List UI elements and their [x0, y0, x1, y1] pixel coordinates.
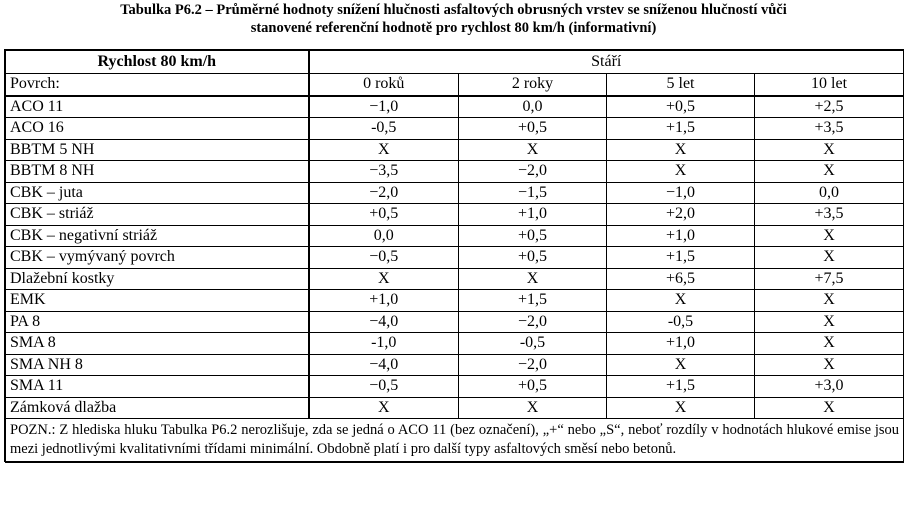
- value-cell: +1,5: [607, 376, 755, 398]
- value-cell: X: [755, 290, 904, 312]
- value-cell: +6,5: [607, 268, 755, 290]
- surface-header: Povrch:: [6, 74, 309, 96]
- value-cell: +1,0: [607, 225, 755, 247]
- value-cell: 0,0: [309, 225, 459, 247]
- table-note: POZN.: Z hlediska hluku Tabulka P6.2 nerozlišuje, zda se jedná o ACO 11 (bez označení), „+“ nebo „S“, neboť rozdíly v hodnotách hlukové emise jsou mezi jednotlivými kvalitativními třídami minimální. Obdobně platí i pro další typy asfaltových směsí nebo betonů.: [6, 419, 904, 463]
- value-cell: X: [607, 161, 755, 183]
- table-row: [6, 225, 904, 247]
- value-cell: +1,0: [607, 333, 755, 355]
- value-cell: +0,5: [607, 96, 755, 118]
- value-cell: X: [309, 139, 459, 161]
- value-cell: X: [755, 397, 904, 419]
- value-cell: -0,5: [607, 311, 755, 333]
- surface-cell: Zámková dlažba: [6, 397, 309, 419]
- value-cell: −1,5: [459, 182, 607, 204]
- table-row: [6, 268, 904, 290]
- value-cell: −4,0: [309, 354, 459, 376]
- table-row: [6, 311, 904, 333]
- value-cell: −2,0: [459, 354, 607, 376]
- value-cell: −4,0: [309, 311, 459, 333]
- surface-cell: SMA NH 8: [6, 354, 309, 376]
- table-row: [6, 290, 904, 312]
- value-cell: X: [755, 139, 904, 161]
- surface-cell: BBTM 8 NH: [6, 161, 309, 183]
- caption-line-2: stanovené referenční hodnotě pro rychlost 80 km/h (informativní): [250, 20, 657, 36]
- value-cell: +0,5: [459, 376, 607, 398]
- table-row: [6, 139, 904, 161]
- table-row: [6, 161, 904, 183]
- surface-cell: SMA 11: [6, 376, 309, 398]
- value-cell: X: [309, 397, 459, 419]
- note-row: [6, 419, 904, 463]
- header-row-1: [6, 51, 904, 74]
- surface-cell: ACO 16: [6, 118, 309, 140]
- surface-cell: EMK: [6, 290, 309, 312]
- surface-cell: ACO 11: [6, 96, 309, 118]
- value-cell: +3,5: [755, 118, 904, 140]
- value-cell: −0,5: [309, 247, 459, 269]
- header-row-2: [6, 74, 904, 96]
- value-cell: X: [459, 397, 607, 419]
- table-row: [6, 96, 904, 118]
- age-col-10: 10 let: [755, 74, 904, 96]
- table-caption: [0, 0, 907, 37]
- caption-line-1: Tabulka P6.2 – Průměrné hodnoty snížení hlučnosti asfaltových obrusných vrstev se sníženou hlučností vůči: [120, 2, 787, 18]
- value-cell: X: [607, 290, 755, 312]
- table-row: [6, 354, 904, 376]
- value-cell: +1,5: [607, 247, 755, 269]
- value-cell: +0,5: [459, 118, 607, 140]
- table-row: [6, 333, 904, 355]
- surface-cell: Dlažební kostky: [6, 268, 309, 290]
- value-cell: +1,0: [309, 290, 459, 312]
- value-cell: X: [607, 354, 755, 376]
- value-cell: +3,0: [755, 376, 904, 398]
- value-cell: -1,0: [309, 333, 459, 355]
- table-row: [6, 376, 904, 398]
- value-cell: +7,5: [755, 268, 904, 290]
- age-header: Stáří: [309, 51, 904, 74]
- value-cell: X: [755, 247, 904, 269]
- value-cell: −2,0: [309, 182, 459, 204]
- speed-header: Rychlost 80 km/h: [6, 51, 309, 74]
- age-col-0: 0 roků: [309, 74, 459, 96]
- table-row: [6, 204, 904, 226]
- surface-cell: PA 8: [6, 311, 309, 333]
- value-cell: X: [755, 225, 904, 247]
- value-cell: X: [607, 139, 755, 161]
- age-col-5: 5 let: [607, 74, 755, 96]
- table-row: [6, 118, 904, 140]
- value-cell: −3,5: [309, 161, 459, 183]
- value-cell: −2,0: [459, 161, 607, 183]
- value-cell: X: [459, 268, 607, 290]
- surface-cell: CBK – juta: [6, 182, 309, 204]
- value-cell: −0,5: [309, 376, 459, 398]
- value-cell: X: [607, 397, 755, 419]
- value-cell: X: [309, 268, 459, 290]
- value-cell: X: [755, 333, 904, 355]
- value-cell: X: [755, 161, 904, 183]
- value-cell: 0,0: [459, 96, 607, 118]
- value-cell: +3,5: [755, 204, 904, 226]
- value-cell: +0,5: [309, 204, 459, 226]
- value-cell: -0,5: [309, 118, 459, 140]
- noise-reduction-table: [5, 50, 904, 463]
- value-cell: +0,5: [459, 225, 607, 247]
- table-row: [6, 247, 904, 269]
- surface-cell: SMA 8: [6, 333, 309, 355]
- value-cell: X: [755, 311, 904, 333]
- age-col-2: 2 roky: [459, 74, 607, 96]
- value-cell: +1,5: [607, 118, 755, 140]
- table-row: [6, 182, 904, 204]
- value-cell: X: [755, 354, 904, 376]
- table-row: [6, 397, 904, 419]
- surface-cell: CBK – negativní striáž: [6, 225, 309, 247]
- value-cell: +2,5: [755, 96, 904, 118]
- surface-cell: CBK – vymývaný povrch: [6, 247, 309, 269]
- value-cell: −2,0: [459, 311, 607, 333]
- value-cell: X: [459, 139, 607, 161]
- value-cell: +1,0: [459, 204, 607, 226]
- value-cell: −1,0: [309, 96, 459, 118]
- surface-cell: BBTM 5 NH: [6, 139, 309, 161]
- surface-cell: CBK – striáž: [6, 204, 309, 226]
- value-cell: +0,5: [459, 247, 607, 269]
- value-cell: +1,5: [459, 290, 607, 312]
- value-cell: 0,0: [755, 182, 904, 204]
- value-cell: −1,0: [607, 182, 755, 204]
- value-cell: +2,0: [607, 204, 755, 226]
- value-cell: -0,5: [459, 333, 607, 355]
